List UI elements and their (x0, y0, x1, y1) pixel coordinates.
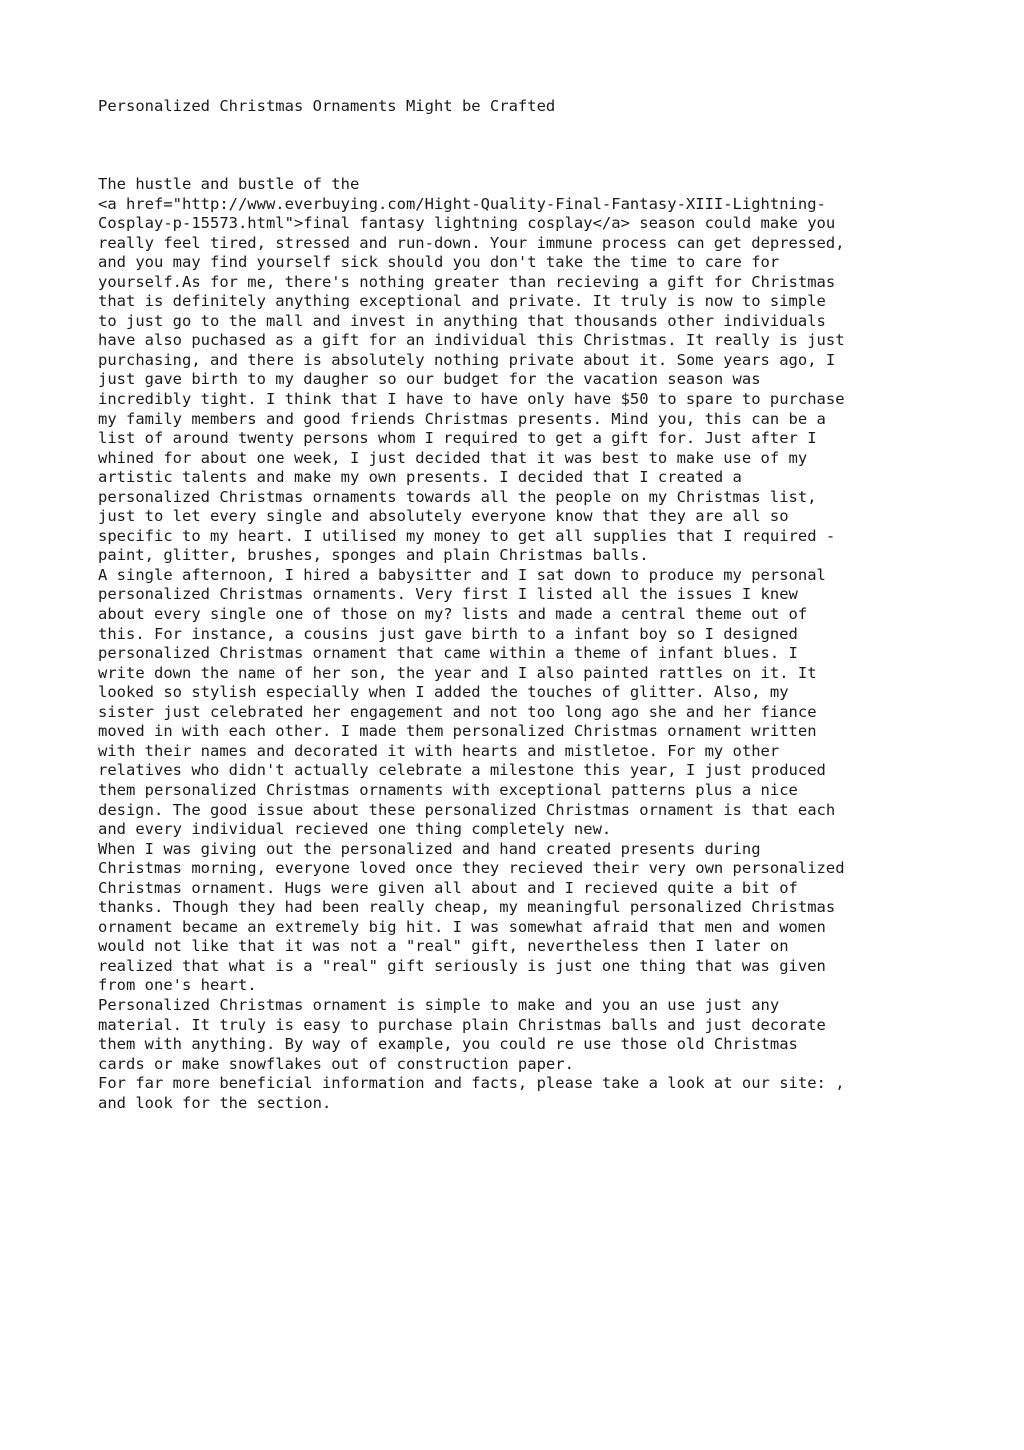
body-text-line: personalized Christmas ornament that came within a theme of infant blues. I (98, 644, 798, 663)
body-text-line: and look for the section. (98, 1093, 332, 1112)
body-text-line: this. For instance, a cousins just gave birth to a infant boy so I designed (98, 624, 798, 643)
body-text-line: incredibly tight. I think that I have to have only have $50 to spare to purchase (98, 390, 845, 409)
body-text-line: When I was giving out the personalized and hand created presents during (98, 839, 761, 858)
body-text-line: have also puchased as a gift for an individual this Christmas. It really is just (98, 331, 845, 350)
body-text-line: would not like that it was not a "real" gift, nevertheless then I later on (98, 937, 789, 956)
body-text-line: Cosplay-p-15573.html">final fantasy lightning cosplay</a> season could make you (98, 214, 836, 233)
body-text-line: my family members and good friends Christmas presents. Mind you, this can be a (98, 409, 826, 428)
body-text-line: relatives who didn't actually celebrate a milestone this year, I just produced (98, 761, 826, 780)
body-text-line: A single afternoon, I hired a babysitter and I sat down to produce my personal (98, 565, 826, 584)
body-text-line: them personalized Christmas ornaments with exceptional patterns plus a nice (98, 780, 798, 799)
document-title: Personalized Christmas Ornaments Might be Crafted (98, 97, 556, 115)
body-text-line: really feel tired, stressed and run-down. Your immune process can get depressed, (98, 233, 845, 252)
body-text-line: just to let every single and absolutely everyone know that they are all so (98, 507, 789, 526)
body-text-line: that is definitely anything exceptional and private. It truly is now to simple (98, 292, 826, 311)
body-text-line: Christmas ornament. Hugs were given all about and I recieved quite a bit of (98, 878, 798, 897)
body-text-line: personalized Christmas ornaments towards all the people on my Christmas list, (98, 487, 817, 506)
body-text-line: material. It truly is easy to purchase plain Christmas balls and just decorate (98, 1015, 826, 1034)
body-text-line: realized that what is a "real" gift seriously is just one thing that was given (98, 956, 826, 975)
body-text-line: and you may find yourself sick should you don't take the time to care for (98, 253, 780, 272)
body-text-line: just gave birth to my daugher so our budget for the vacation season was (98, 370, 761, 389)
body-text-line: them with anything. By way of example, you could re use those old Christmas (98, 1035, 798, 1054)
body-text-line: whined for about one week, I just decided that it was best to make use of my (98, 448, 808, 467)
body-text-line: write down the name of her son, the year and I also painted rattles on it. It (98, 663, 817, 682)
body-text-line: list of around twenty persons whom I required to get a gift for. Just after I (98, 429, 817, 448)
body-text-line: yourself.As for me, there's nothing greater than recieving a gift for Christmas (98, 272, 836, 291)
body-text-line: about every single one of those on my? lists and made a central theme out of (98, 605, 808, 624)
body-text-line: and every individual recieved one thing completely new. (98, 820, 612, 839)
body-text-line: design. The good issue about these personalized Christmas ornament is that each (98, 800, 836, 819)
body-text-line: cards or make snowflakes out of construction paper. (98, 1054, 574, 1073)
body-text-line: from one's heart. (98, 976, 257, 995)
body-text-line: to just go to the mall and invest in anything that thousands other individuals (98, 311, 826, 330)
body-text-line: moved in with each other. I made them personalized Christmas ornament written (98, 722, 817, 741)
body-text-line: purchasing, and there is absolutely nothing private about it. Some years ago, I (98, 350, 836, 369)
document-body (98, 175, 958, 1113)
body-text-line: Christmas morning, everyone loved once they recieved their very own personalized (98, 859, 845, 878)
body-text-line: thanks. Though they had been really cheap, my meaningful personalized Christmas (98, 898, 836, 917)
body-text-line: looked so stylish especially when I added the touches of glitter. Also, my (98, 683, 789, 702)
body-text-line: personalized Christmas ornaments. Very first I listed all the issues I knew (98, 585, 798, 604)
body-text-line: paint, glitter, brushes, sponges and plain Christmas balls. (98, 546, 649, 565)
body-text-line: Personalized Christmas ornament is simple to make and you an use just any (98, 995, 780, 1014)
body-text-line: specific to my heart. I utilised my money to get all supplies that I required - (98, 526, 836, 545)
body-text-line: artistic talents and make my own presents. I decided that I created a (98, 468, 742, 487)
body-text-line: <a href="http://www.everbuying.com/Hight-Quality-Final-Fantasy-XIII-Lightning- (98, 194, 826, 213)
body-text-line: sister just celebrated her engagement and not too long ago she and her fiance (98, 702, 817, 721)
body-text-line: The hustle and bustle of the (98, 175, 360, 193)
body-text-line: with their names and decorated it with hearts and mistletoe. For my other (98, 741, 780, 760)
body-text-line: ornament became an extremely big hit. I was somewhat afraid that men and women (98, 917, 826, 936)
body-text-line: For far more beneficial information and facts, please take a look at our site: , (98, 1074, 845, 1093)
